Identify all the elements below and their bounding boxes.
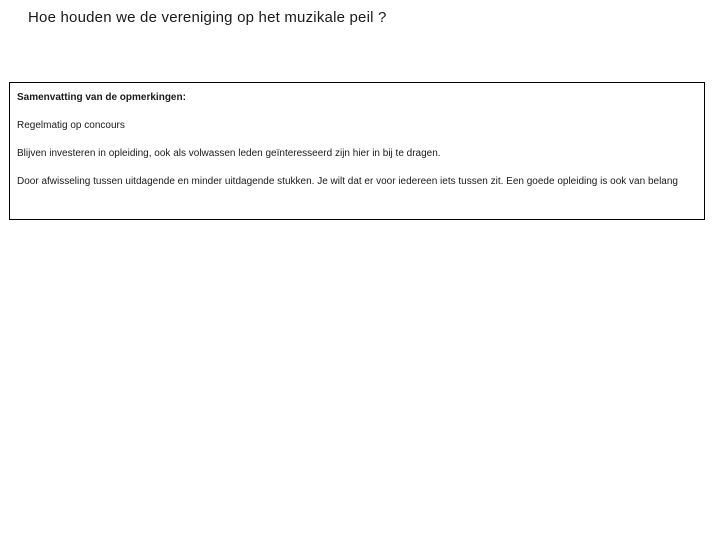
summary-point-afwisseling: Door afwisseling tussen uitdagende en minder uitdagende stukken. Je wilt dat er voor iedereen iets tussen zit. Een goede opleiding is ook van belang xyxy=(17,176,678,187)
summary-point-opleiding: Blijven investeren in opleiding, ook als volwassen leden geïnteresseerd zijn hier in bij te dragen. xyxy=(17,148,441,159)
summary-box xyxy=(9,82,705,220)
summary-point-concours: Regelmatig op concours xyxy=(17,120,125,131)
page-title: Hoe houden we de vereniging op het muzikale peil ? xyxy=(28,9,387,26)
summary-heading: Samenvatting van de opmerkingen: xyxy=(17,92,186,103)
